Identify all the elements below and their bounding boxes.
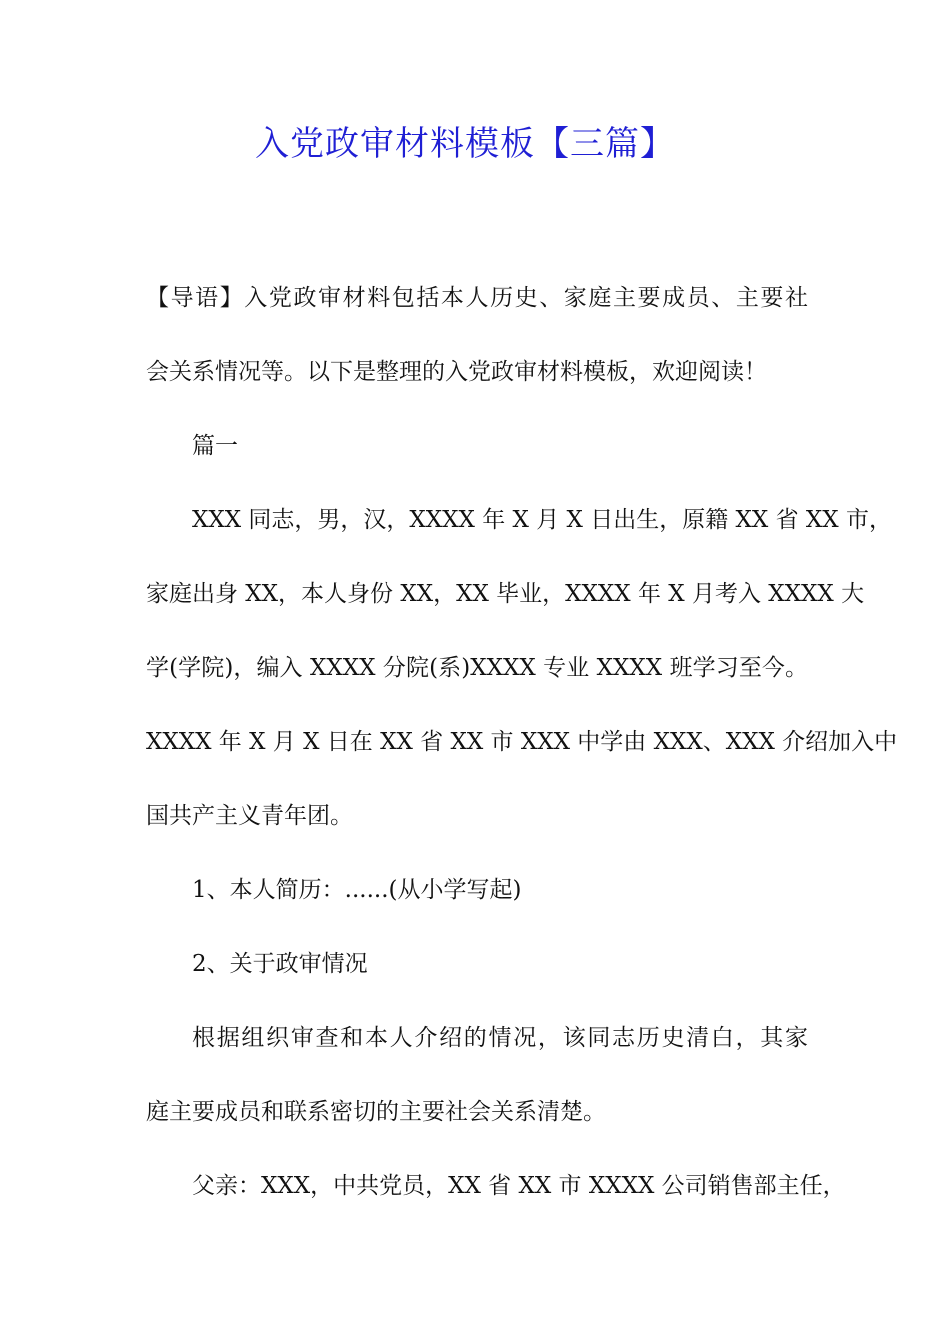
- paragraph-line: XXXX 年 X 月 X 日在 XX 省 XX 市 XXX 中学由 XXX、XXX 介绍加入中: [146, 729, 898, 755]
- list-item: 1、本人简历：......(从小学写起): [192, 877, 522, 903]
- paragraph-line: 家庭出身 XX，本人身份 XX，XX 毕业，XXXX 年 X 月考入 XXXX 大: [146, 581, 865, 607]
- section-heading: 篇一: [192, 433, 238, 459]
- paragraph-line: 会关系情况等。以下是整理的入党政审材料模板，欢迎阅读！: [146, 359, 767, 385]
- paragraph-line: 学(学院)，编入 XXXX 分院(系)XXXX 专业 XXXX 班学习至今。: [146, 655, 808, 681]
- paragraph-line: 【导语】入党政审材料包括本人历史、家庭主要成员、主要社: [146, 285, 808, 311]
- paragraph-line: 父亲：XXX，中共党员，XX 省 XX 市 XXXX 公司销售部主任，: [192, 1173, 846, 1199]
- paragraph-line: 根据组织审查和本人介绍的情况，该同志历史清白，其家: [192, 1025, 808, 1051]
- list-item: 2、关于政审情况: [192, 951, 368, 977]
- document-title: 入党政审材料模板【三篇】: [255, 124, 675, 164]
- paragraph-line: XXX 同志，男，汉，XXXX 年 X 月 X 日出生，原籍 XX 省 XX 市，: [192, 507, 892, 533]
- paragraph-line: 国共产主义青年团。: [146, 803, 353, 829]
- document-body: [146, 280, 898, 1242]
- paragraph-line: 庭主要成员和联系密切的主要社会关系清楚。: [146, 1099, 606, 1125]
